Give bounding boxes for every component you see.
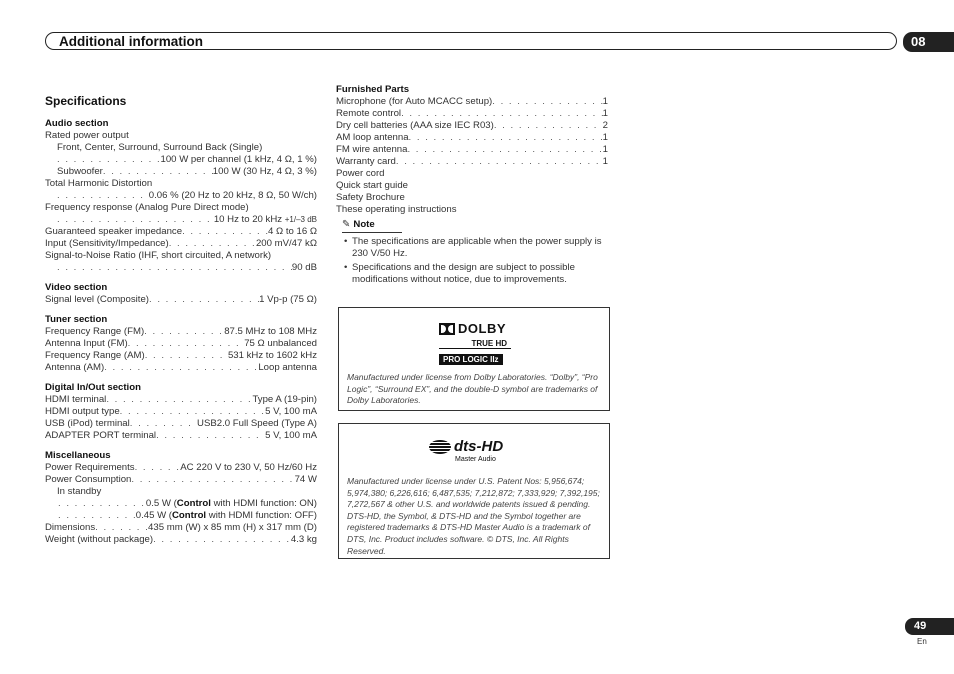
other-item: Safety Brochure [336, 192, 405, 203]
dimensions-row [45, 522, 317, 534]
standby-on-bold: Control [176, 498, 211, 509]
standby-on-value: 0.5 W ( [145, 498, 177, 509]
impedance-label: Guaranteed speaker impedance [45, 226, 183, 237]
rated-power-row [45, 154, 317, 166]
dolby-caption: Manufactured under license from Dolby Laboratories. “Dolby”, “Pro Logic”, “Surround EX”, and the double-D symbol are trademarks of Dolby Laboratories. [347, 372, 598, 406]
fm-range-label: Frequency Range (FM) [45, 326, 145, 337]
usb-value: USB2.0 Full Speed (Type A) [197, 418, 317, 429]
usb-row [45, 418, 317, 430]
dolby-license-box [338, 307, 610, 411]
fm-antenna-value: 75 Ω unbalanced [244, 338, 317, 349]
input-label: Input (Sensitivity/Impedance) [45, 238, 169, 249]
furnished-item-qty: 2 [602, 120, 608, 131]
audio-section-heading: Audio section [45, 118, 109, 129]
standby-off-bold: Control [172, 510, 207, 521]
furnished-item [336, 108, 608, 120]
note-label: Note [353, 219, 375, 230]
am-range-label: Frequency Range (AM) [45, 350, 145, 361]
subwoofer-row [45, 166, 317, 178]
hdmi-terminal-label: HDMI terminal [45, 394, 107, 405]
dolby-logo [439, 321, 511, 367]
freq-response-label: Frequency response (Analog Pure Direct mode) [45, 202, 249, 213]
furnished-item-label: Microphone (for Auto MCACC setup) [336, 96, 493, 107]
dts-logo-word: dts-HD [454, 438, 504, 455]
fm-range-row [45, 326, 317, 338]
thd-row [45, 190, 317, 202]
furnished-item [336, 144, 608, 156]
power-cons-value: 74 W [294, 474, 317, 485]
standby-on-rest: with HDMI function: ON) [210, 498, 317, 509]
adapter-row [45, 430, 317, 442]
dts-license-box [338, 423, 610, 559]
weight-row [45, 534, 317, 546]
bullet-icon: • [344, 262, 348, 273]
input-value: 200 mV/47 kΩ [255, 238, 317, 249]
furnished-item [336, 120, 608, 132]
specifications-title: Specifications [45, 94, 127, 108]
furnished-item-label: FM wire antenna [336, 144, 408, 155]
freq-response-row [45, 214, 317, 226]
signal-level-value: 1 Vp-p (75 Ω) [259, 294, 317, 305]
note-text: The specifications are applicable when the power supply is 230 V/50 Hz. [352, 236, 602, 259]
fm-range-value: 87.5 MHz to 108 MHz [224, 326, 317, 337]
furnished-item-qty: 1 [602, 96, 608, 107]
input-row [45, 238, 317, 250]
furnished-item-qty: 1 [602, 132, 608, 143]
adapter-value: 5 V, 100 mA [265, 430, 317, 441]
adapter-label: ADAPTER PORT terminal [45, 430, 157, 441]
furnished-item-qty: 1 [602, 144, 608, 155]
freq-tolerance: +1/–3 dB [284, 215, 317, 224]
specifications-column [45, 95, 317, 546]
pencil-icon: ✎ [342, 219, 351, 230]
furnished-parts-column [336, 84, 608, 288]
furnished-item-label: Remote control [336, 108, 402, 119]
furnished-item-label: AM loop antenna [336, 132, 409, 143]
thd-label: Total Harmonic Distortion [45, 178, 153, 189]
signal-level-label: Signal level (Composite) [45, 294, 149, 305]
weight-value: 4.3 kg [290, 534, 317, 545]
hdmi-terminal-value: Type A (19-pin) [252, 394, 317, 405]
standby-on-row [45, 498, 317, 510]
other-item: Power cord [336, 168, 385, 179]
snr-label: Signal-to-Noise Ratio (IHF, short circuited, A network) [45, 250, 272, 261]
am-antenna-label: Antenna (AM) [45, 362, 105, 373]
page-number: 49 [905, 618, 954, 635]
furnished-item-label: Warranty card [336, 156, 396, 167]
freq-response-value: 10 Hz to 20 kHz [213, 214, 283, 225]
standby-off-rest: with HDMI function: OFF) [206, 510, 317, 521]
snr-value: 90 dB [291, 262, 317, 273]
dts-caption: Manufactured under license under U.S. Patent Nos: 5,956,674; 5,974,380; 6,226,616; 6,487,535; 7,212,872; 7,333,929; 7,392,195; 7,272,567 & other U.S. and worldwide patents issued & pending. DTS-HD, the Symbol, & DTS-HD and the Symbol together are registered trademarks & DTS-HD Master Audio is a trademark of DTS, Inc. Product includes software. © DTS, Inc. All Rights Reserved. [347, 476, 600, 556]
signal-level-row [45, 294, 317, 306]
furnished-item-qty: 1 [602, 108, 608, 119]
am-range-value: 531 kHz to 1602 kHz [227, 350, 317, 361]
thd-value: 0.06 % (20 Hz to 20 kHz, 8 Ω, 50 W/ch) [148, 190, 317, 201]
power-req-value: AC 220 V to 230 V, 50 Hz/60 Hz [180, 462, 317, 473]
impedance-row [45, 226, 317, 238]
digital-section-heading: Digital In/Out section [45, 382, 141, 393]
other-item: These operating instructions [336, 204, 457, 215]
dimensions-label: Dimensions [45, 522, 96, 533]
dts-logo-subtitle: Master Audio [455, 456, 496, 463]
misc-section-heading: Miscellaneous [45, 450, 111, 461]
language-code: En [917, 637, 927, 646]
furnished-item-label: Dry cell batteries (AAA size IEC R03) [336, 120, 494, 131]
furnished-item [336, 132, 608, 144]
subwoofer-label: Subwoofer [57, 166, 103, 177]
fm-antenna-row [45, 338, 317, 350]
note-item [336, 262, 608, 286]
power-req-label: Power Requirements [45, 462, 135, 473]
furnished-item [336, 156, 608, 168]
impedance-value: 4 Ω to 16 Ω [267, 226, 317, 237]
subwoofer-value: 100 W (30 Hz, 4 Ω, 3 %) [212, 166, 317, 177]
power-req-row [45, 462, 317, 474]
furnished-item [336, 96, 608, 108]
standby-off-row [45, 510, 317, 522]
note-divider [342, 232, 402, 233]
standby-label: In standby [57, 486, 102, 497]
chapter-number-tab: 08 [903, 32, 954, 52]
dimensions-value: 435 mm (W) x 85 mm (H) x 317 mm (D) [148, 522, 317, 533]
note-text: Specifications and the design are subject to possible modifications without notice, due to improvements. [352, 262, 575, 285]
video-section-heading: Video section [45, 282, 108, 293]
am-antenna-row [45, 362, 317, 374]
hdmi-output-label: HDMI output type [45, 406, 120, 417]
section-header-bar [45, 32, 897, 50]
furnished-heading: Furnished Parts [336, 84, 410, 95]
section-title: Additional information [59, 34, 203, 49]
notes-list [336, 236, 608, 286]
note-item [336, 236, 608, 260]
power-cons-label: Power Consumption [45, 474, 132, 485]
standby-off-value: 0.45 W ( [135, 510, 172, 521]
bullet-icon: • [344, 236, 348, 247]
hdmi-output-row [45, 406, 317, 418]
fm-antenna-label: Antenna Input (FM) [45, 338, 128, 349]
other-item: Quick start guide [336, 180, 408, 191]
other-items-list [336, 168, 608, 216]
furnished-item-qty: 1 [602, 156, 608, 167]
truehd-logo-text: TRUE HD [439, 339, 511, 349]
usb-label: USB (iPod) terminal [45, 418, 130, 429]
rated-power-label: Rated power output [45, 130, 129, 141]
power-cons-row [45, 474, 317, 486]
hdmi-terminal-row [45, 394, 317, 406]
rated-power-value: 100 W per channel (1 kHz, 4 Ω, 1 %) [160, 154, 317, 165]
dts-logo [429, 438, 503, 455]
pro-logic-logo-text: PRO LOGIC IIz [439, 354, 503, 365]
note-heading [342, 219, 608, 231]
rated-power-channels: Front, Center, Surround, Surround Back (Single) [57, 142, 263, 153]
dts-symbol-icon [429, 440, 451, 454]
snr-row [45, 262, 317, 274]
furnished-list [336, 96, 608, 168]
double-d-icon [439, 323, 455, 335]
tuner-section-heading: Tuner section [45, 314, 108, 325]
hdmi-output-value: 5 V, 100 mA [265, 406, 317, 417]
am-antenna-value: Loop antenna [258, 362, 317, 373]
am-range-row [45, 350, 317, 362]
weight-label: Weight (without package) [45, 534, 154, 545]
dolby-logo-word: DOLBY [458, 321, 506, 336]
